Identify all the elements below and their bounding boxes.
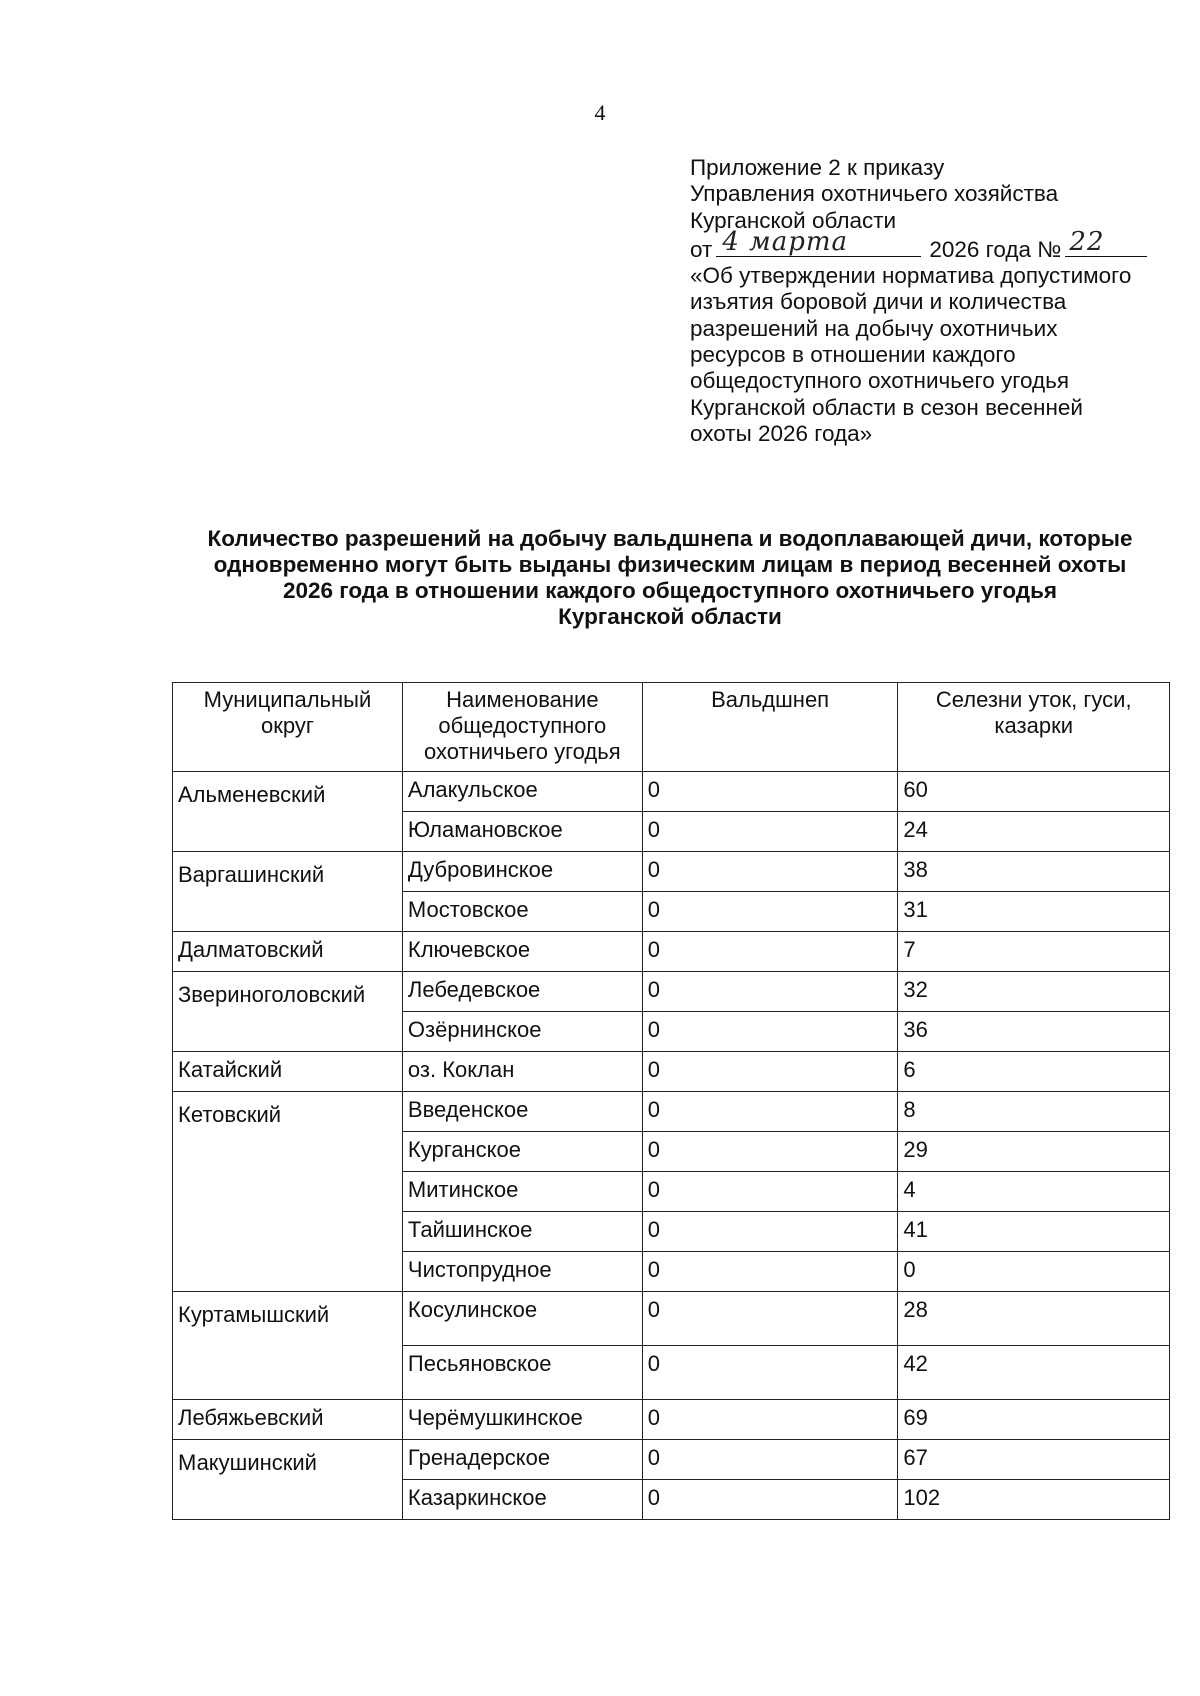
ducks-cell: 42	[898, 1346, 1170, 1400]
table-row	[173, 972, 1170, 1012]
page-number: 4	[594, 100, 606, 125]
district-cell: Звериноголовский	[173, 972, 403, 1052]
header-district: Муниципальный округ	[173, 683, 403, 772]
table-row	[173, 852, 1170, 892]
woodcock-cell: 0	[642, 892, 898, 932]
title-line: Количество разрешений на добычу вальдшнепа и водоплавающей дичи, которые	[207, 526, 1133, 551]
woodcock-cell: 0	[642, 1346, 898, 1400]
ground-cell: Песьяновское	[402, 1346, 642, 1400]
ground-cell: Чистопрудное	[402, 1252, 642, 1292]
order-date-line	[690, 226, 1190, 263]
table-header-row	[173, 683, 1170, 772]
woodcock-cell: 0	[642, 1172, 898, 1212]
ducks-cell: 67	[898, 1440, 1170, 1480]
ground-cell: Юламановское	[402, 812, 642, 852]
woodcock-cell: 0	[642, 1012, 898, 1052]
header-ducks: Селезни уток, гуси, казарки	[898, 683, 1170, 772]
woodcock-cell: 0	[642, 972, 898, 1012]
ducks-cell: 28	[898, 1292, 1170, 1346]
ducks-cell: 0	[898, 1252, 1170, 1292]
ducks-cell: 31	[898, 892, 1170, 932]
ground-cell: Гренадерское	[402, 1440, 642, 1480]
district-cell: Лебяжьевский	[173, 1400, 403, 1440]
appendix-line: охоты 2026 года»	[690, 420, 873, 446]
district-cell: Кетовский	[173, 1092, 403, 1292]
ducks-cell: 36	[898, 1012, 1170, 1052]
document-title	[160, 526, 1180, 630]
appendix-block	[690, 155, 1190, 447]
table-row	[173, 772, 1170, 812]
ducks-cell: 60	[898, 772, 1170, 812]
appendix-line: Курганской области в сезон весенней	[690, 394, 1083, 420]
ducks-cell: 29	[898, 1132, 1170, 1172]
ducks-cell: 24	[898, 812, 1170, 852]
title-line: 2026 года в отношении каждого общедоступного охотничьего угодья	[282, 578, 1058, 603]
woodcock-cell: 0	[642, 1292, 898, 1346]
ground-cell: Курганское	[402, 1132, 642, 1172]
ducks-cell: 41	[898, 1212, 1170, 1252]
woodcock-cell: 0	[642, 1400, 898, 1440]
woodcock-cell: 0	[642, 772, 898, 812]
ducks-cell: 4	[898, 1172, 1170, 1212]
handwritten-number: 22	[1069, 226, 1105, 257]
appendix-line: ресурсов в отношении каждого	[690, 342, 1016, 368]
table-row	[173, 1092, 1170, 1132]
year-number-label: 2026 года №	[929, 236, 1062, 262]
ground-cell: оз. Коклан	[402, 1052, 642, 1092]
woodcock-cell: 0	[642, 1092, 898, 1132]
ground-cell: Ключевское	[402, 932, 642, 972]
district-cell: Катайский	[173, 1052, 403, 1092]
ground-cell: Лебедевское	[402, 972, 642, 1012]
district-cell: Далматовский	[173, 932, 403, 972]
ducks-cell: 6	[898, 1052, 1170, 1092]
header-woodcock: Вальдшнеп	[642, 683, 898, 772]
district-cell: Макушинский	[173, 1440, 403, 1520]
table-row	[173, 1400, 1170, 1440]
title-line: одновременно могут быть выданы физическим лицам в период весенней охоты	[213, 552, 1127, 577]
woodcock-cell: 0	[642, 1440, 898, 1480]
ground-cell: Алакульское	[402, 772, 642, 812]
ducks-cell: 102	[898, 1480, 1170, 1520]
ducks-cell: 7	[898, 932, 1170, 972]
woodcock-cell: 0	[642, 1480, 898, 1520]
appendix-line: изъятия боровой дичи и количества	[690, 289, 1067, 315]
ducks-cell: 8	[898, 1092, 1170, 1132]
ducks-cell: 69	[898, 1400, 1170, 1440]
header-ground: Наименование общедоступного охотничьего угодья	[402, 683, 642, 772]
woodcock-cell: 0	[642, 932, 898, 972]
ground-cell: Озёрнинское	[402, 1012, 642, 1052]
ducks-cell: 38	[898, 852, 1170, 892]
woodcock-cell: 0	[642, 1212, 898, 1252]
appendix-line: Управления охотничьего хозяйства	[690, 181, 1059, 207]
appendix-line: «Об утверждении норматива допустимого	[690, 263, 1132, 289]
ground-cell: Введенское	[402, 1092, 642, 1132]
handwritten-date: 4 марта	[722, 226, 848, 257]
table-row	[173, 932, 1170, 972]
ground-cell: Косулинское	[402, 1292, 642, 1346]
ground-cell: Дубровинское	[402, 852, 642, 892]
table-row	[173, 1052, 1170, 1092]
ground-cell: Казаркинское	[402, 1480, 642, 1520]
ground-cell: Тайшинское	[402, 1212, 642, 1252]
woodcock-cell: 0	[642, 1052, 898, 1092]
district-cell: Альменевский	[173, 772, 403, 852]
table-row	[173, 1440, 1170, 1480]
table-row	[173, 1292, 1170, 1346]
permits-table	[172, 682, 1170, 1520]
appendix-line: Курганской области	[690, 207, 897, 233]
woodcock-cell: 0	[642, 852, 898, 892]
ot-label: от	[690, 236, 713, 262]
district-cell: Куртамышский	[173, 1292, 403, 1400]
appendix-line: общедоступного охотничьего угодья	[690, 368, 1070, 394]
appendix-line: Приложение 2 к приказу	[690, 155, 945, 180]
woodcock-cell: 0	[642, 1132, 898, 1172]
date-fill-line	[716, 226, 921, 257]
appendix-line: разрешений на добычу охотничьих	[690, 315, 1058, 341]
number-fill-line	[1065, 226, 1147, 257]
ducks-cell: 32	[898, 972, 1170, 1012]
woodcock-cell: 0	[642, 1252, 898, 1292]
woodcock-cell: 0	[642, 812, 898, 852]
ground-cell: Митинское	[402, 1172, 642, 1212]
ground-cell: Черёмушкинское	[402, 1400, 642, 1440]
title-line: Курганской области	[558, 604, 782, 629]
district-cell: Варгашинский	[173, 852, 403, 932]
ground-cell: Мостовское	[402, 892, 642, 932]
